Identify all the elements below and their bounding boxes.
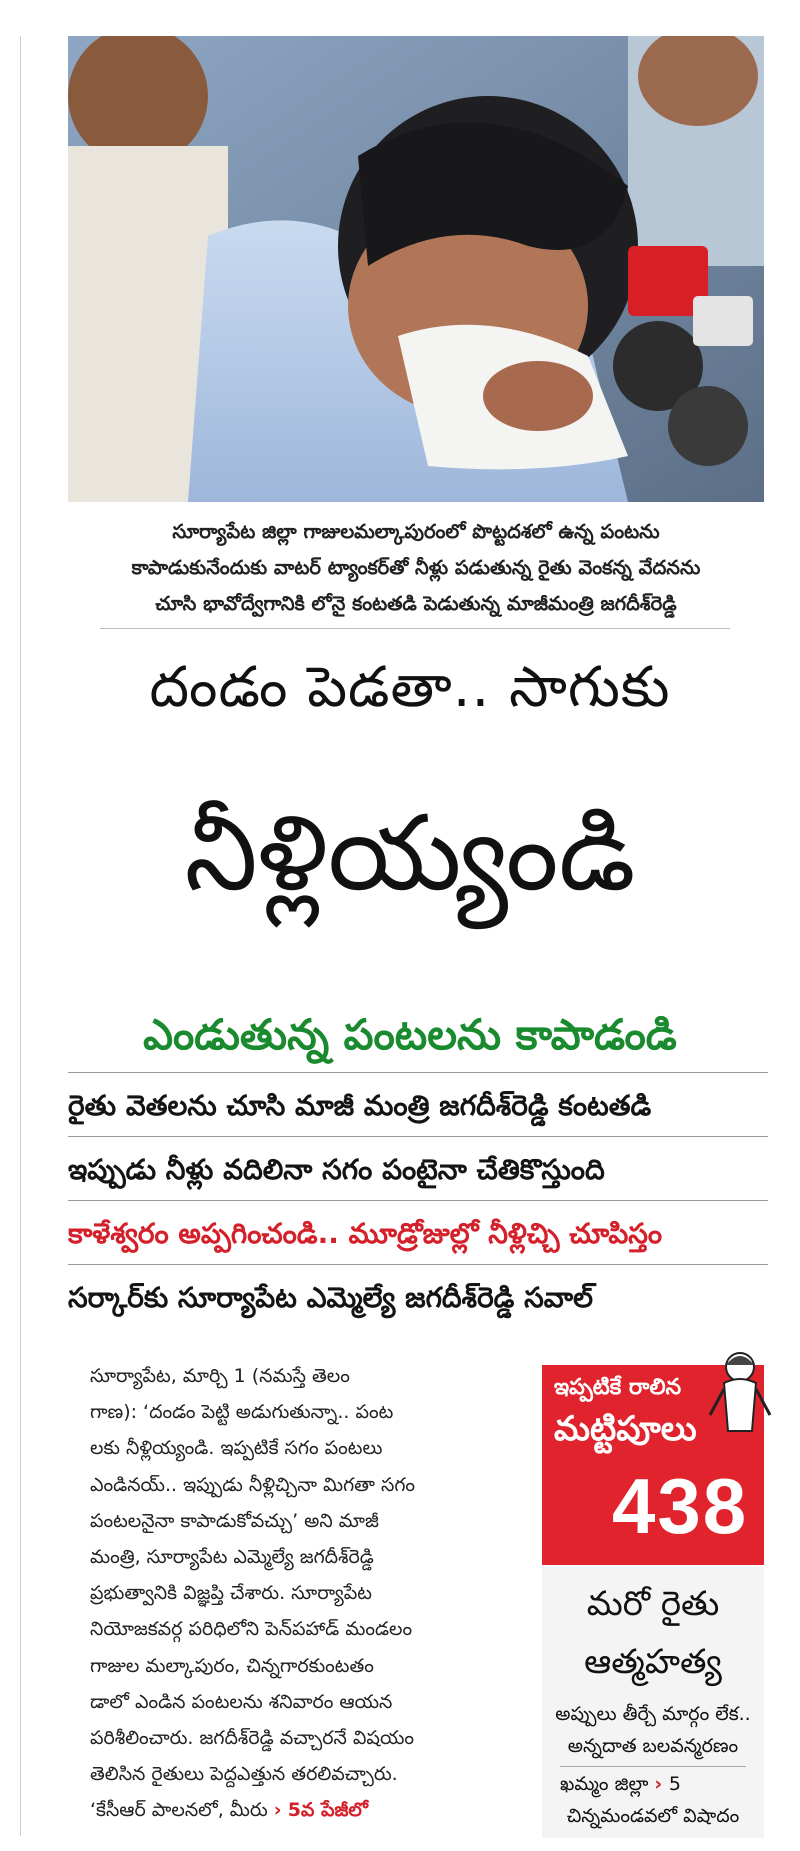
body-line: నియోజకవర్గ పరిధిలోని పెన్‌పహాడ్‌ మండలం [90,1618,413,1641]
article-body [90,1358,526,1829]
body-line: గాజుల మల్కాపురం, చిన్నగారకుంటతం [90,1654,374,1677]
caption-line: చూసి భావోద్వేగానికి లోనై కంటతడి పెడుతున్న మాజీమంత్రి జగదీశ్‌రెడ్డి [155,592,677,615]
body-line: పంటలనైనా కాపాడుకోవచ్చు’ అని మాజీ [90,1509,379,1532]
news-photo [68,36,764,502]
farmer-cartoon-icon [700,1345,780,1435]
body-line: మంత్రి, సూర్యాపేట ఎమ్మెల్యే జగదీశ్‌రెడ్డి [90,1546,374,1569]
continued-link[interactable]: 5వ పేజీలో [287,1799,368,1822]
body-line: గాణ): ‘దండం పెట్టి అడుగుతున్నా.. పంట [90,1401,394,1424]
headline-kicker: దండం పెడతా.. సాగుకు [149,655,671,720]
sidebar-place-name: ఖమ్మం జిల్లా [560,1773,649,1795]
deaths-label-big: మట్టిపూలు [554,1409,697,1449]
caption-line: కాపాడుకునేందుకు వాటర్‌ ట్యాంకర్‌తో నీళ్లు పడుతున్న రైతు వెంకన్న వేదనను [131,556,701,579]
page-ref-arrow-icon: › [654,1773,669,1795]
subhead: ఇప్పుడు నీళ్లు వదిలినా సగం పంటైనా చేతికొస్తుంది [68,1153,605,1186]
continued-arrow-icon: › [273,1799,282,1822]
column-rule [20,36,21,1836]
body-line: సూర్యాపేట, మార్చి 1 (నమస్తే తెలం [90,1365,350,1387]
sidebar-story-heading [542,1575,764,1691]
body-line: ఎండినయ్‌.. ఇప్పుడు నీళ్లిచ్చినా మిగతా సగం [90,1473,416,1496]
sidebar-divider [560,1766,746,1767]
body-line [90,1792,526,1828]
divider [68,1136,768,1137]
divider [68,1072,768,1073]
subhead: కాళేశ్వరం అప్పగించండి.. మూడ్రోజుల్లో నీళ్లిచ్చి చూపిస్తం [68,1217,663,1250]
subhead: రైతు వెతలను చూసి మాజీ మంత్రి జగదీశ్‌రెడ్డి కంటతడి [68,1089,652,1122]
sidebar-subline: అన్నదాత బలవన్మరణం [567,1735,739,1757]
caption-line: సూర్యాపేట జిల్లా గాజులమల్కాపురంలో పొట్టదశలో ఉన్న పంటను [172,520,660,543]
deaths-label: ఇప్పటికే రాలిన [554,1375,682,1400]
caption-divider [100,628,730,629]
sidebar-heading-line: మరో రైతు [586,1584,720,1624]
sidebar-place-line: చిన్నమండవలో విషాదం [566,1805,740,1827]
body-line: ప్రభుత్వానికి విజ్ఞప్తి చేశారు. సూర్యాపేట [90,1582,372,1605]
sidebar-subline: అప్పులు తీర్చే మార్గం లేక.. [555,1703,751,1725]
body-line: డాలో ఎండిన పంటలను శనివారం ఆయన [90,1690,393,1713]
sidebar-heading-line: ఆత్మహత్య [584,1642,722,1682]
divider [68,1200,768,1201]
sidebar-place [560,1768,746,1800]
headline-main: నీళ్లియ్యండి [184,792,636,914]
body-line: లకు నీళ్లియ్యండి. ఇప్పటికే సగం పంటలు [90,1437,383,1460]
body-line: పరిశీలించారు. జగదీశ్‌రెడ్డి వచ్చారనే విషయం [90,1727,415,1750]
headline-deck: ఎండుతున్న పంటలను కాపాడండి [143,1010,677,1059]
divider [68,1264,768,1265]
body-line-text: ‘కేసీఆర్‌ పాలనలో, మీరు [90,1799,268,1822]
deaths-count: 438 [612,1462,749,1550]
photo-caption [68,514,764,622]
subhead: సర్కార్‌కు సూర్యాపేట ఎమ్మెల్యే జగదీశ్‌రెడ్డి సవాల్‌ [68,1281,593,1314]
body-line: తెలిసిన రైతులు పెద్దఎత్తున తరలివచ్చారు. [90,1763,398,1786]
sidebar-page-ref[interactable]: 5 [668,1773,681,1795]
